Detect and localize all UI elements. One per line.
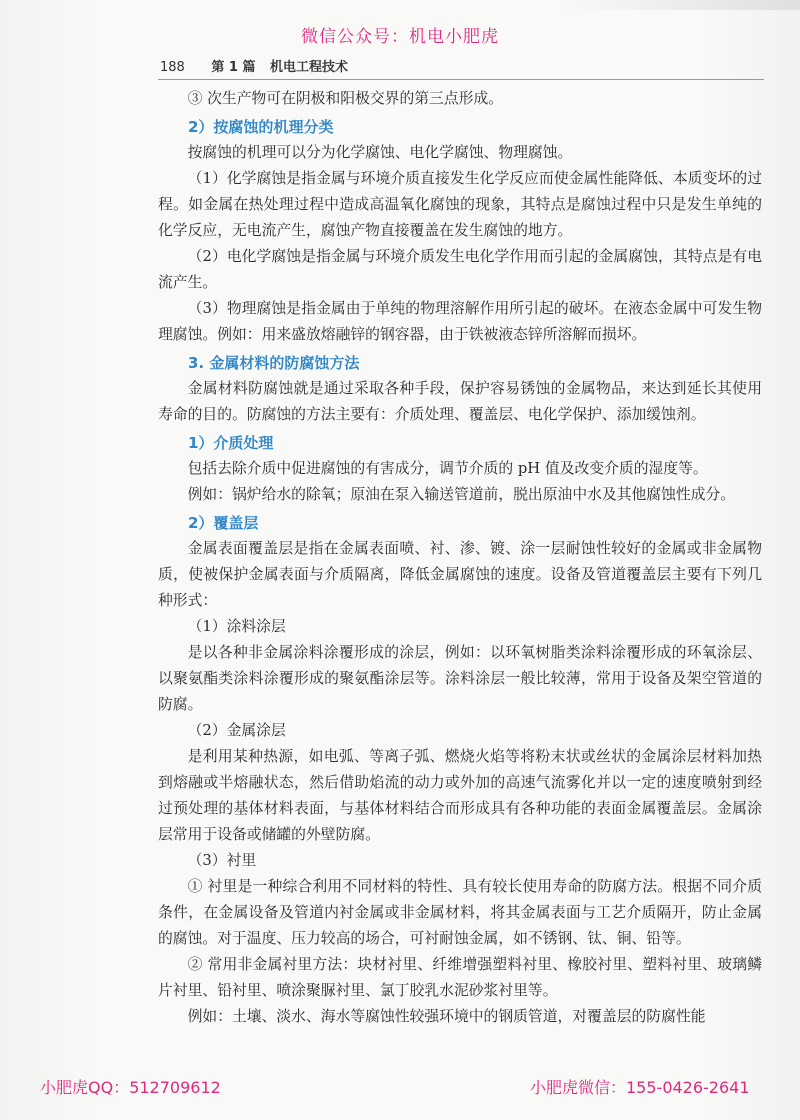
- subheading-paint-coating: （1）涂料涂层: [187, 618, 286, 635]
- subheading-metal-coating: （2）金属涂层: [187, 722, 286, 739]
- heading-coating: 2）覆盖层: [188, 514, 259, 532]
- paragraph-medium-example: 例如：锅炉给水的除氧；原油在泵入输送管道前，脱出原油中水及其他腐蚀性成分。: [187, 486, 736, 503]
- part-label: 第 1 篇: [211, 60, 256, 75]
- page-body: [158, 86, 762, 1030]
- heading-mechanism: 2）按腐蚀的机理分类: [188, 118, 334, 136]
- page-number: 188: [160, 60, 185, 75]
- paragraph-coating: 金属表面覆盖层是指在金属表面喷、衬、渗、镀、涂一层耐蚀性较好的金属或非金属物质，使被保护金属表面与介质隔离，降低金属腐蚀的速度。设备及管道覆盖层主要有下列几种形式：: [158, 540, 762, 609]
- paragraph-paint-coating: 是以各种非金属涂料涂覆形成的涂层，例如：以环氧树脂类涂料涂覆形成的环氧涂层、以聚氨酯类涂料涂覆形成的聚氨酯涂层等。涂料涂层一般比较薄，常用于设备及架空管道的防腐。: [158, 644, 762, 713]
- header-rule: [158, 79, 764, 80]
- scan-edge-strip: [560, 0, 800, 10]
- subheading-lining: （3）衬里: [187, 852, 257, 869]
- paragraph-mechanism-intro: 按腐蚀的机理可以分为化学腐蚀、电化学腐蚀、物理腐蚀。: [187, 144, 573, 161]
- paragraph-medium-treatment: 包括去除介质中促进腐蚀的有害成分，调节介质的 pH 值及改变介质的湿度等。: [187, 460, 708, 477]
- chapter-title: 机电工程技术: [270, 60, 349, 75]
- heading-medium-treatment: 1）介质处理: [188, 434, 274, 452]
- paragraph-lining-2: ② 常用非金属衬里方法：块材衬里、纤维增强塑料衬里、橡胶衬里、塑料衬里、玻璃鳞片衬里、铅衬里、喷涂聚脲衬里、氯丁胶乳水泥砂浆衬里等。: [158, 956, 762, 999]
- paragraph-methods: 金属材料防腐蚀就是通过采取各种手段，保护容易锈蚀的金属物品，来达到延长其使用寿命的目的。防腐蚀的方法主要有：介质处理、覆盖层、电化学保护、添加缓蚀剂。: [158, 380, 762, 423]
- paragraph-lining-1: ① 衬里是一种综合利用不同材料的特性、具有较长使用寿命的防腐方法。根据不同介质条件，在金属设备及管道内衬金属或非金属材料，将其金属表面与工艺介质隔开，防止金属的腐蚀。对于温度、压力较高的场合，可衬耐蚀金属，如不锈钢、钛、铜、铅等。: [158, 878, 762, 947]
- paragraph-chemical-corrosion: （1）化学腐蚀是指金属与环境介质直接发生化学反应而使金属性能降低、本质变坏的过程。如金属在热处理过程中造成高温氧化腐蚀的现象，其特点是腐蚀过程中只是发生单纯的化学反应，无电流产生，腐蚀产物直接覆盖在发生腐蚀的地方。: [158, 170, 762, 239]
- paragraph-metal-coating: 是利用某种热源，如电弧、等离子弧、燃烧火焰等将粉末状或丝状的金属涂层材料加热到熔融或半熔融状态，然后借助焰流的动力或外加的高速气流雾化并以一定的速度喷射到经过预处理的基体材料表面，与基体材料结合而形成具有各种功能的表面金属覆盖层。金属涂层常用于设备或储罐的外壁防腐。: [158, 748, 762, 843]
- footer-qq-watermark: 小肥虎QQ：512709612: [40, 1078, 221, 1097]
- running-header: [160, 56, 348, 75]
- footer-wechat-watermark: 小肥虎微信：155-0426-2641: [530, 1078, 750, 1097]
- paragraph-electrochemical-corrosion: （2）电化学腐蚀是指金属与环境介质发生电化学作用而引起的金属腐蚀，其特点是有电流产生。: [158, 248, 762, 291]
- heading-methods: 3. 金属材料的防腐蚀方法: [188, 354, 360, 372]
- paragraph-example: 例如：土壤、淡水、海水等腐蚀性较强环境中的钢质管道，对覆盖层的防腐性能: [187, 1008, 706, 1025]
- paragraph-intro: ③ 次生产物可在阴极和阳极交界的第三点形成。: [187, 90, 504, 107]
- watermark-top: 微信公众号：机电小肥虎: [301, 27, 499, 47]
- paragraph-physical-corrosion: （3）物理腐蚀是指金属由于单纯的物理溶解作用所引起的破坏。在液态金属中可发生物理腐蚀。例如：用来盛放熔融锌的钢容器，由于铁被液态锌所溶解而损坏。: [158, 300, 762, 343]
